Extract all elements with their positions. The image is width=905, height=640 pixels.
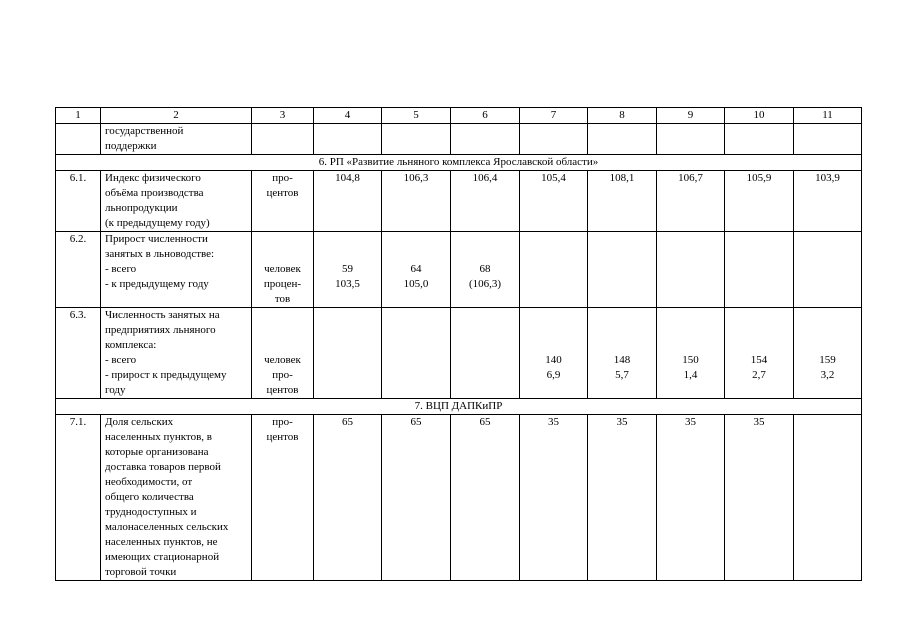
section-title: 6. РП «Развитие льняного комплекса Ярославской области» [56, 155, 862, 171]
value-cell: 65 [314, 415, 382, 581]
unit-line: центов [266, 187, 299, 199]
row-number [56, 124, 101, 155]
header-cell: 8 [588, 108, 657, 124]
indicator-name [101, 415, 252, 581]
indicator-line: - прирост к предыдущему [105, 369, 227, 381]
value-cell: 106,7 [657, 171, 725, 232]
indicator-name [101, 308, 252, 399]
value-cell [794, 415, 862, 581]
value-cell [657, 124, 725, 155]
indicator-line: льнопродукции [105, 202, 178, 214]
value-cell [451, 124, 520, 155]
indicator-line: торговой точки [105, 566, 177, 578]
value-line: 105,0 [403, 278, 429, 290]
indicator-line: объёма производства [105, 187, 204, 199]
unit-line: центов [266, 384, 299, 396]
indicator-name [101, 232, 252, 308]
table-row [56, 171, 862, 232]
header-cell: 9 [657, 108, 725, 124]
value-line: 68 [479, 263, 491, 275]
value-cell [657, 232, 725, 308]
table-row [56, 308, 862, 399]
unit-line: человек [264, 263, 301, 275]
indicator-line: Прирост численности [105, 233, 208, 245]
value-cell [725, 124, 794, 155]
indicator-line: труднодоступных и [105, 506, 197, 518]
value-cell [588, 232, 657, 308]
value-cell: 105,4 [520, 171, 588, 232]
value-cell [520, 124, 588, 155]
unit-line: про- [272, 369, 293, 381]
header-cell: 6 [451, 108, 520, 124]
value-cell: 108,1 [588, 171, 657, 232]
header-row [56, 108, 862, 124]
value-line: 6,9 [546, 369, 561, 381]
value-cell [520, 308, 588, 399]
value-cell [725, 232, 794, 308]
value-cell [794, 124, 862, 155]
value-cell: 35 [725, 415, 794, 581]
header-cell: 4 [314, 108, 382, 124]
section-title: 7. ВЦП ДАПКиПР [56, 399, 862, 415]
header-cell: 10 [725, 108, 794, 124]
unit-line: тов [274, 293, 291, 305]
table-row [56, 232, 862, 308]
unit-cell [252, 308, 314, 399]
indicator-line: Доля сельских [105, 416, 174, 428]
value-cell: 35 [520, 415, 588, 581]
value-line: (106,3) [468, 278, 502, 290]
value-cell: 106,4 [451, 171, 520, 232]
value-cell: 106,3 [382, 171, 451, 232]
row-number: 6.3. [56, 308, 101, 399]
row-number: 7.1. [56, 415, 101, 581]
unit-cell [252, 124, 314, 155]
indicator-line: Индекс физического [105, 172, 201, 184]
header-cell: 5 [382, 108, 451, 124]
value-cell: 35 [588, 415, 657, 581]
value-line: 5,7 [615, 369, 629, 381]
value-line: 159 [819, 354, 836, 366]
indicator-line: комплекса: [105, 339, 157, 351]
value-cell [314, 308, 382, 399]
value-line: 1,4 [683, 369, 698, 381]
unit-line: человек [264, 354, 301, 366]
unit-cell [252, 232, 314, 308]
value-cell: 105,9 [725, 171, 794, 232]
unit-cell [252, 415, 314, 581]
value-cell [382, 124, 451, 155]
value-cell [382, 308, 451, 399]
header-cell: 7 [520, 108, 588, 124]
value-cell: 104,8 [314, 171, 382, 232]
indicator-line: государственной [105, 125, 184, 137]
indicator-line: имеющих стационарной [105, 551, 220, 563]
header-cell: 3 [252, 108, 314, 124]
value-line: 3,2 [820, 369, 835, 381]
indicator-line: (к предыдущему году) [105, 217, 210, 229]
value-line: 103,5 [335, 278, 360, 290]
section-row [56, 399, 862, 415]
value-cell: 103,9 [794, 171, 862, 232]
value-line: 140 [545, 354, 562, 366]
value-cell [794, 308, 862, 399]
indicator-line: населенных пунктов, в [105, 431, 212, 443]
indicator-line: поддержки [105, 140, 157, 152]
unit-line: про- [272, 172, 293, 184]
unit-cell [252, 171, 314, 232]
value-cell [520, 232, 588, 308]
indicator-line: Численность занятых на [105, 309, 220, 321]
value-cell [588, 124, 657, 155]
indicator-line: доставка товаров первой [105, 461, 221, 473]
table-row [56, 124, 862, 155]
unit-line: про- [272, 416, 293, 428]
header-cell: 11 [794, 108, 862, 124]
indicator-name [101, 171, 252, 232]
indicator-line: которые организована [105, 446, 209, 458]
indicator-line: общего количества [105, 491, 194, 503]
value-line: 154 [750, 354, 768, 366]
unit-line: центов [266, 431, 299, 443]
value-cell: 65 [451, 415, 520, 581]
indicator-line: - всего [105, 354, 137, 366]
indicator-line: предприятиях льняного [105, 324, 216, 336]
value-cell: 35 [657, 415, 725, 581]
value-cell [794, 232, 862, 308]
value-line: 59 [342, 263, 353, 275]
header-cell: 2 [101, 108, 252, 124]
table-row [56, 415, 862, 581]
header-cell: 1 [56, 108, 101, 124]
indicator-line: году [105, 384, 126, 396]
value-line: 150 [682, 354, 699, 366]
indicator-name [101, 124, 252, 155]
indicator-line: необходимости, от [105, 476, 193, 488]
indicator-line: - всего [105, 263, 137, 275]
value-cell [588, 308, 657, 399]
value-line: 148 [613, 354, 631, 366]
indicator-line: - к предыдущему году [105, 278, 209, 290]
value-cell [314, 232, 382, 308]
value-cell: 65 [382, 415, 451, 581]
indicator-line: малонаселенных сельских [105, 521, 229, 533]
value-line: 64 [410, 263, 422, 275]
section-row [56, 155, 862, 171]
indicators-table [55, 107, 862, 581]
value-cell [657, 308, 725, 399]
row-number: 6.1. [56, 171, 101, 232]
value-cell [725, 308, 794, 399]
row-number: 6.2. [56, 232, 101, 308]
value-cell [451, 308, 520, 399]
value-cell [314, 124, 382, 155]
indicator-line: населенных пунктов, не [105, 536, 218, 548]
value-cell [451, 232, 520, 308]
unit-line: процен- [263, 278, 302, 290]
value-cell [382, 232, 451, 308]
indicator-line: занятых в льноводстве: [105, 248, 215, 260]
value-line: 2,7 [752, 369, 766, 381]
